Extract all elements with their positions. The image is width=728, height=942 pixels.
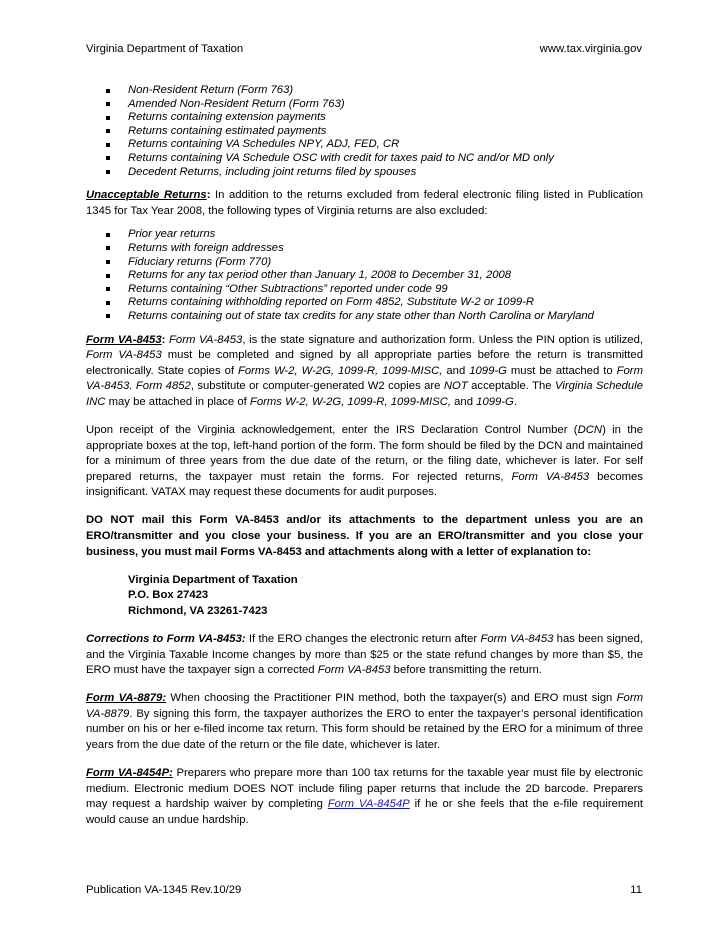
form-va8454p-paragraph: Form VA-8454P: Preparers who prepare more than 100 tax returns for the taxable year must file by electronic medium. Electronic medium DOES NOT include filing paper returns that include the 2D barcode. Preparers may request a hardship waiver by completing Form VA-8454P if he or she feels that the e-file requirement would cause an undue hardship. bbox=[86, 767, 643, 826]
acknowledgement-paragraph: Upon receipt of the Virginia acknowledgement, enter the IRS Declaration Control Number (DCN) in the appropriate boxes at the top, left-hand portion of the form. The form should be filed by the DCN and maintained for a minimum of three years from the due date of the return, or the filing date, whichever is later. For self prepared returns, the taxpayer must retain the forms. For rejected returns, Form VA-8453 becomes insignificant. VATAX may request these documents for audit purposes. bbox=[86, 423, 644, 499]
corrections-heading: Corrections to Form VA-8453: bbox=[86, 633, 246, 645]
list-item: Amended Non-Resident Return (Form 763) bbox=[86, 98, 643, 112]
list-item: Returns containing VA Schedule OSC with credit for taxes paid to NC and/or MD only bbox=[86, 152, 643, 166]
unacceptable-returns-list bbox=[86, 228, 643, 323]
list-item: Decedent Returns, including joint returns filed by spouses bbox=[86, 166, 643, 180]
footer-publication: Publication VA-1345 Rev.10/29 bbox=[86, 884, 242, 896]
list-item: Returns containing “Other Subtractions” reported under code 99 bbox=[86, 283, 643, 297]
list-item: Returns containing out of state tax credits for any state other than North Carolina or Maryland bbox=[86, 310, 643, 324]
list-item: Returns containing VA Schedules NPY, ADJ, FED, CR bbox=[86, 138, 643, 152]
list-item: Returns with foreign addresses bbox=[86, 242, 643, 256]
address-line: P.O. Box 27423 bbox=[128, 589, 209, 602]
list-item: Fiduciary returns (Form 770) bbox=[86, 256, 643, 270]
square-bullet-icon bbox=[106, 116, 110, 120]
square-bullet-icon bbox=[106, 143, 110, 147]
unacceptable-returns-heading: Unacceptable Returns bbox=[86, 189, 207, 202]
square-bullet-icon bbox=[106, 260, 110, 264]
square-bullet-icon bbox=[106, 233, 110, 237]
form-va8454p-heading: Form VA-8454P: bbox=[86, 767, 173, 780]
square-bullet-icon bbox=[106, 129, 110, 133]
do-not-mail-paragraph: DO NOT mail this Form VA-8453 and/or its attachments to the department unless you are an ERO/transmitter and you close your business. If you are an ERO/transmitter and you close your business, you must mail Forms VA-8453 and attachments along with a letter of explanation to: bbox=[86, 514, 643, 558]
list-item: Returns containing withholding reported on Form 4852, Substitute W-2 or 1099-R bbox=[86, 296, 643, 310]
list-item: Non-Resident Return (Form 763) bbox=[86, 84, 643, 98]
page-content bbox=[86, 84, 643, 829]
square-bullet-icon bbox=[106, 246, 110, 250]
square-bullet-icon bbox=[106, 156, 110, 160]
square-bullet-icon bbox=[106, 301, 110, 305]
mailing-address bbox=[86, 573, 643, 620]
list-item: Returns for any tax period other than January 1, 2008 to December 31, 2008 bbox=[86, 269, 643, 283]
corrections-paragraph: Corrections to Form VA-8453: If the ERO changes the electronic return after Form VA-8453 has been signed, and the Virginia Taxable Income changes by more than $25 or the state refund changes by more than $5, the ERO must have the taxpayer sign a corrected Form VA-8453 before transmitting the return. bbox=[86, 633, 643, 677]
page-header bbox=[86, 43, 642, 57]
header-website: www.tax.virginia.gov bbox=[539, 43, 642, 55]
list-item: Prior year returns bbox=[86, 228, 643, 242]
form-va8454p-link[interactable]: Form VA-8454P bbox=[327, 798, 410, 811]
square-bullet-icon bbox=[106, 170, 110, 174]
square-bullet-icon bbox=[106, 314, 110, 318]
unacceptable-returns-paragraph: Unacceptable Returns: In addition to the returns excluded from federal electronic filing listed in Publication 1345 for Tax Year 2008, the following types of Virginia returns are also excluded: bbox=[86, 189, 644, 217]
square-bullet-icon bbox=[106, 89, 110, 93]
list-item: Returns containing extension payments bbox=[86, 111, 643, 125]
form-va8453-heading: Form VA-8453 bbox=[86, 333, 162, 346]
header-agency: Virginia Department of Taxation bbox=[86, 43, 244, 55]
square-bullet-icon bbox=[106, 287, 110, 291]
square-bullet-icon bbox=[106, 102, 110, 106]
page-footer bbox=[86, 884, 642, 898]
list-item: Returns containing estimated payments bbox=[86, 125, 643, 139]
address-line: Richmond, VA 23261-7423 bbox=[128, 604, 268, 617]
page-number: 11 bbox=[630, 884, 642, 896]
form-va8879-paragraph: Form VA-8879: When choosing the Practitioner PIN method, both the taxpayer(s) and ERO must sign Form VA-8879. By signing this form, the taxpayer authorizes the ERO to enter the taxpayer’s personal identification number on his or her e-filed income tax return. This form should be retained by the ERO for a minimum of three years from the due date of the return or the file date, whichever is later. bbox=[86, 692, 644, 752]
address-line: Virginia Department of Taxation bbox=[128, 573, 298, 586]
square-bullet-icon bbox=[106, 274, 110, 278]
form-va8879-heading: Form VA-8879: bbox=[86, 692, 167, 705]
form-va8453-paragraph: Form VA-8453: Form VA-8453, is the state signature and authorization form. Unless the PIN option is utilized, Form VA-8453 must be completed and signed by all appropriate parties before the return is transmitted electronically. State copies of Forms W-2, W-2G, 1099-R, 1099-MISC, and 1099-G must be attached to Form VA-8453. Form 4852, substitute or computer-generated W2 copies are NOT acceptable. The Virginia Schedule INC may be attached in place of Forms W-2, W-2G, 1099-R, 1099-MISC, and 1099-G. bbox=[86, 333, 644, 408]
excluded-returns-list bbox=[86, 84, 643, 179]
